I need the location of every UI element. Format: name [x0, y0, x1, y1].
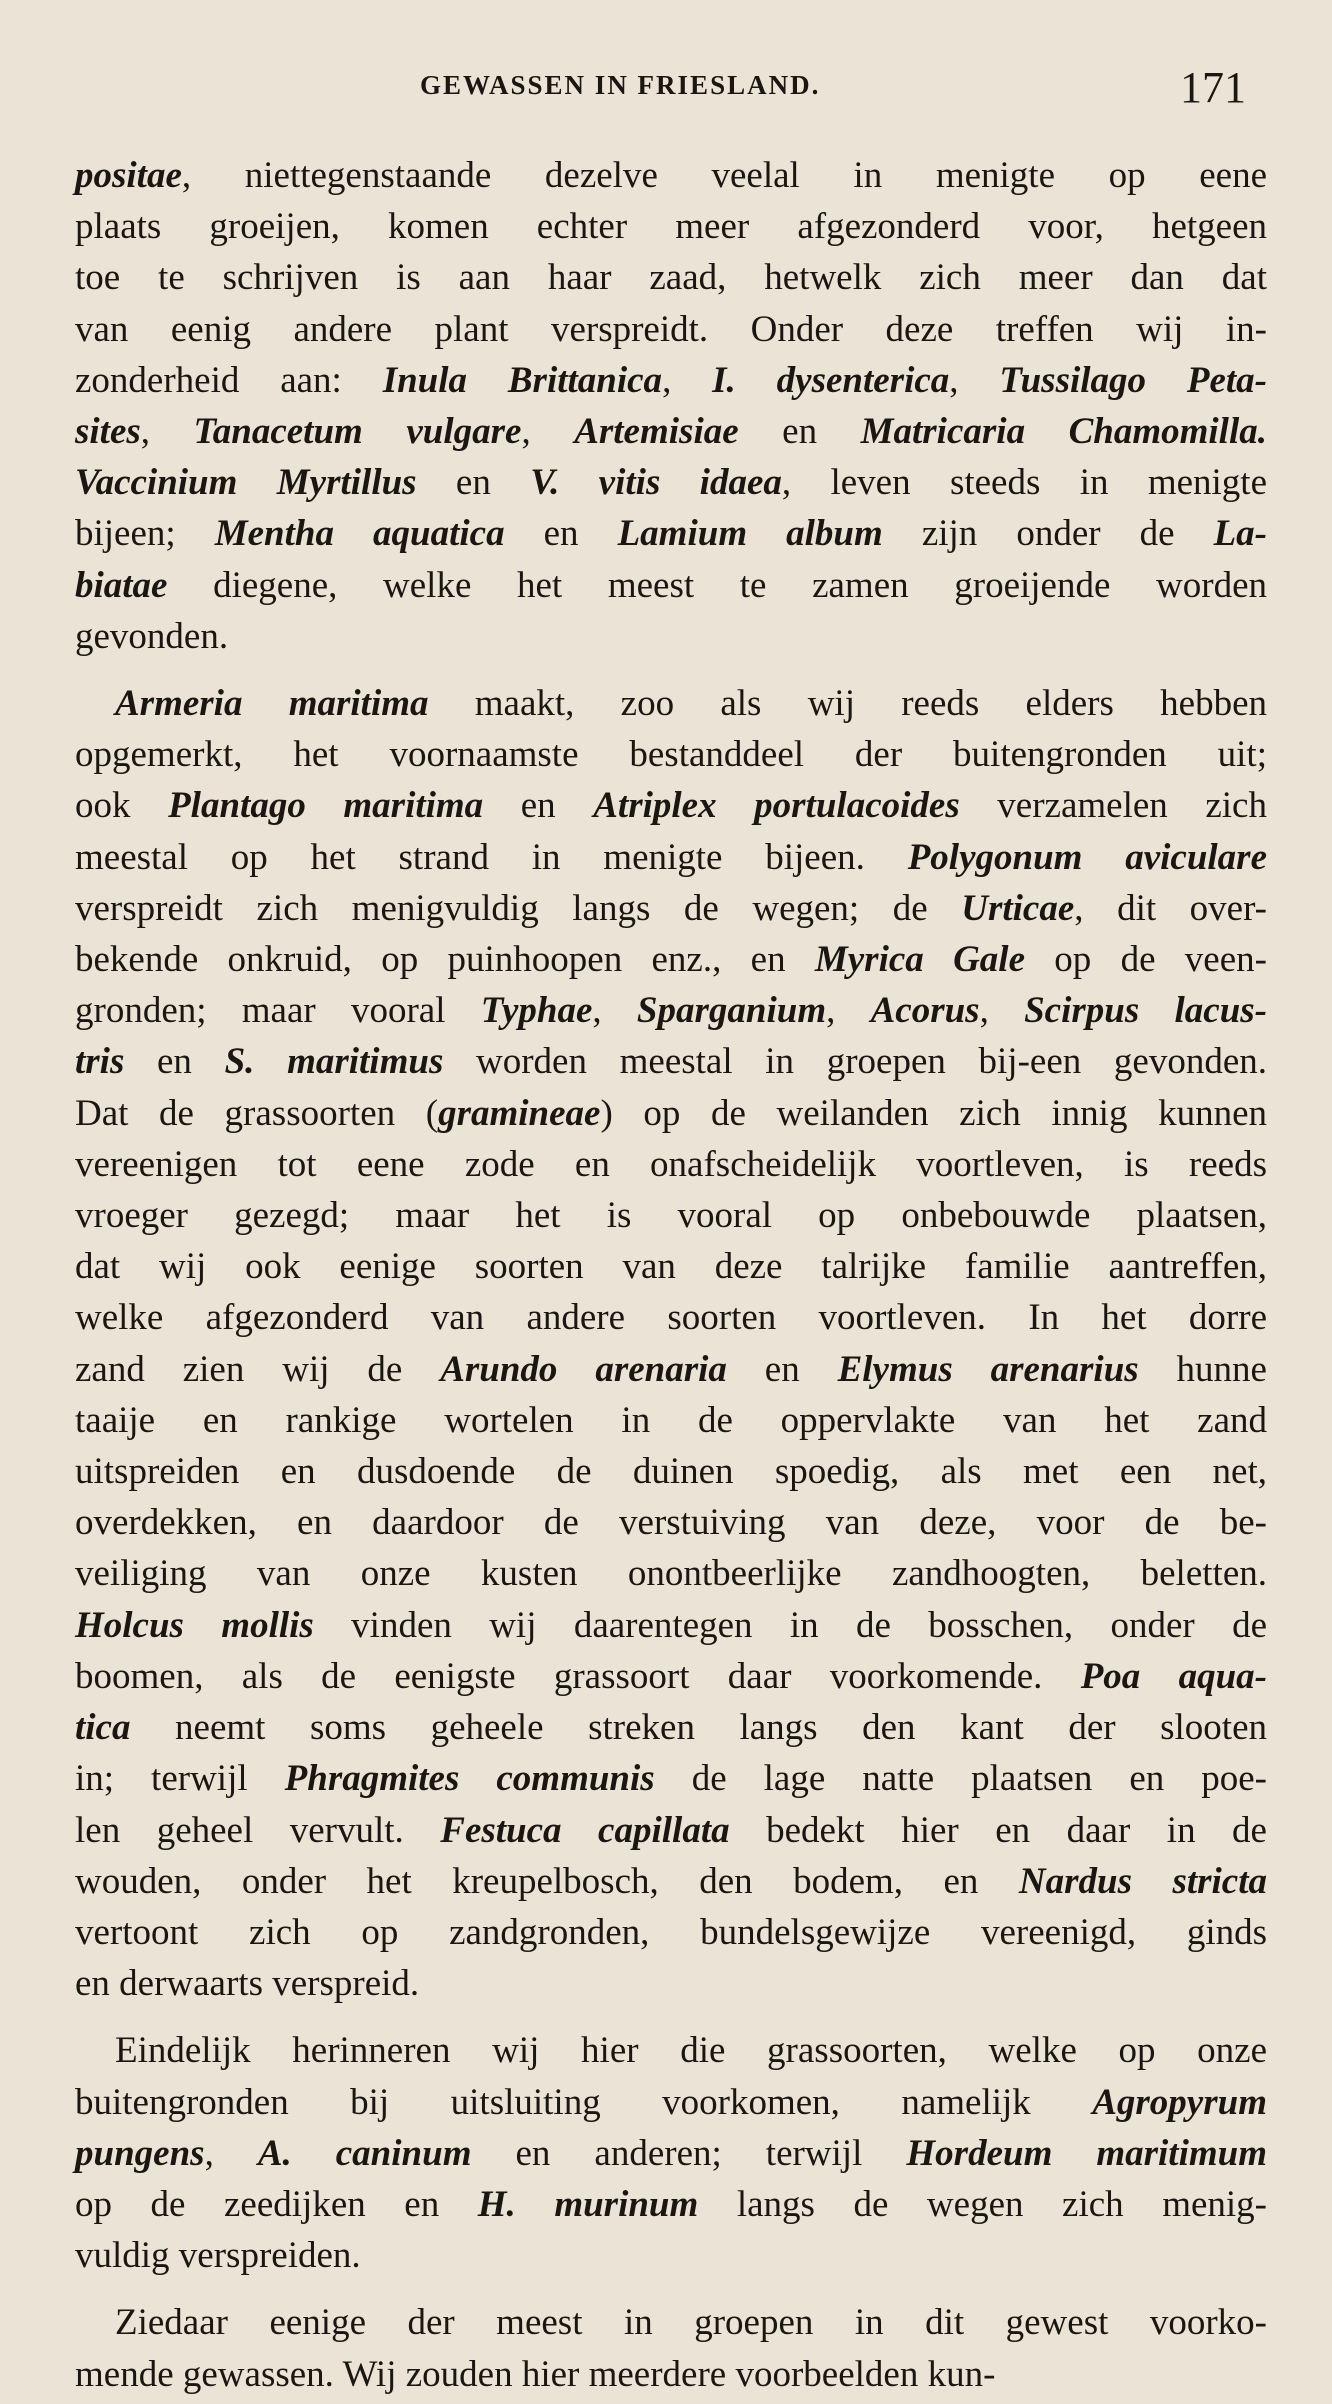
italic-term: tris: [75, 1041, 125, 1083]
text-line: [75, 1497, 1267, 1548]
text-run: vertoont zich op zandgronden, bundelsgewijze vereenigd, ginds: [75, 1911, 1267, 1953]
text-run: ) op de weilanden zich innig kunnen: [600, 1092, 1267, 1134]
running-head: [0, 62, 1332, 122]
paragraph: [75, 678, 1267, 2009]
italic-term: Inula Brittanica: [382, 359, 663, 401]
italic-term: Holcus mollis: [75, 1604, 314, 1646]
text-run: langs de wegen zich menig-: [698, 2183, 1267, 2225]
text-run: ,: [204, 2132, 258, 2174]
text-line: [75, 406, 1267, 457]
italic-term: Artemisiae: [574, 411, 739, 453]
text-line: [75, 150, 1267, 201]
text-line: [75, 2297, 1267, 2348]
text-run: op de veen-: [1025, 939, 1267, 981]
text-run: vuldig verspreiden.: [75, 2235, 361, 2277]
text-run: de lage natte plaatsen en poe-: [654, 1758, 1268, 1800]
text-run: vroeger gezegd; maar het is vooral op onbebouwde plaatsen,: [75, 1195, 1267, 1237]
paragraph: [75, 2025, 1267, 2281]
text-run: wouden, onder het kreupelbosch, den bodem, en: [75, 1860, 1019, 1902]
text-run: bedekt hier en daar in de: [729, 1809, 1267, 1851]
text-run: toe te schrijven is aan haar zaad, hetwelk zich meer dan dat: [75, 257, 1267, 299]
text-run: zand zien wij de: [75, 1348, 441, 1390]
text-line: [75, 611, 1267, 662]
text-run: verzamelen zich: [959, 785, 1267, 827]
text-line: [75, 1548, 1267, 1599]
page-number: 171: [1180, 63, 1246, 112]
text-line: [75, 1241, 1267, 1292]
text-line: [75, 1702, 1267, 1753]
text-run: mende gewassen. Wij zouden hier meerdere voorbeelden kun-: [75, 2353, 996, 2395]
text-run: bijeen;: [75, 513, 215, 555]
text-line: [75, 1446, 1267, 1497]
italic-term: Matricaria Chamomilla.: [860, 411, 1267, 453]
text-run: gronden; maar vooral: [75, 990, 481, 1032]
text-run: , niettegenstaande dezelve veelal in menigte op eene: [181, 155, 1267, 196]
text-run: op de zeedijken en: [75, 2183, 478, 2225]
text-run: in; terwijl: [75, 1758, 285, 1800]
text-line: [75, 1344, 1267, 1395]
text-run: veiliging van onze kusten onontbeerlijke zandhoogten, beletten.: [75, 1553, 1267, 1595]
italic-term: Festuca capillata: [440, 1809, 730, 1851]
italic-term: Plantago maritima: [168, 785, 484, 827]
text-run: ,: [662, 359, 713, 401]
text-run: , dit over-: [1074, 887, 1267, 929]
text-run: welke afgezonderd van andere soorten voortleven. In het dorre: [75, 1297, 1267, 1339]
text-line: [75, 729, 1267, 780]
italic-term: Arundo arenaria: [440, 1348, 727, 1390]
italic-term: La-: [1213, 513, 1267, 555]
paragraph: [75, 150, 1267, 662]
text-run: zijn onder de: [882, 513, 1214, 555]
text-line: [75, 1139, 1267, 1190]
text-run: boomen, als de eenigste grassoort daar voorkomende.: [75, 1655, 1081, 1697]
text-line: [75, 2128, 1267, 2179]
text-run: vinden wij daarentegen in de bosschen, onder de: [313, 1604, 1267, 1646]
text-run: en: [504, 513, 618, 555]
text-run: ,: [949, 359, 1000, 401]
text-line: [75, 883, 1267, 934]
text-run: gevonden.: [75, 615, 229, 657]
text-run: maakt, zoo als wij reeds elders hebben: [428, 683, 1267, 725]
italic-term: sites: [75, 411, 141, 453]
italic-term: Phragmites communis: [284, 1758, 655, 1800]
text-run: len geheel vervult.: [75, 1809, 441, 1851]
text-run: en: [738, 411, 861, 453]
italic-term: tica: [75, 1707, 131, 1749]
text-line: [75, 934, 1267, 985]
italic-term: gramineae: [438, 1092, 601, 1134]
text-line: [75, 1958, 1267, 2009]
text-run: van eenig andere plant verspreidt. Onder deze treffen wij in-: [75, 308, 1267, 350]
italic-term: Urticae: [961, 887, 1075, 929]
italic-term: Atriplex portulacoides: [593, 785, 960, 827]
italic-term: Elymus arenarius: [837, 1348, 1139, 1390]
text-line: [75, 1753, 1267, 1804]
body-text: [75, 150, 1267, 2400]
italic-term: H. murinum: [477, 2183, 699, 2225]
text-run: ,: [826, 990, 871, 1032]
italic-term: Vaccinium Myrtillus: [75, 462, 417, 504]
running-title: GEWASSEN IN FRIESLAND.: [420, 70, 821, 100]
text-run: overdekken, en daardoor de verstuiving van deze, voor de be-: [75, 1502, 1267, 1544]
text-line: [75, 1036, 1267, 1087]
italic-term: Lamium album: [617, 513, 883, 555]
text-run: worden meestal in groepen bij-een gevonden.: [443, 1041, 1267, 1083]
text-run: plaats groeijen, komen echter meer afgezonderd voor, hetgeen: [75, 206, 1267, 248]
text-line: [75, 201, 1267, 252]
text-run: ,: [140, 411, 194, 453]
paragraph: [75, 2297, 1267, 2399]
text-line: [75, 1651, 1267, 1702]
text-run: ,: [979, 990, 1025, 1032]
text-run: taaije en rankige wortelen in de oppervlakte van het zand: [75, 1399, 1267, 1441]
italic-term: V. vitis idaea: [530, 462, 782, 504]
italic-term: Tanacetum vulgare: [193, 411, 522, 453]
italic-term: S. maritimus: [224, 1041, 444, 1083]
text-run: opgemerkt, het voornaamste bestanddeel der buitengronden uit;: [75, 734, 1267, 776]
text-line: [75, 1805, 1267, 1856]
text-line: [75, 1600, 1267, 1651]
text-line: [75, 508, 1267, 559]
text-run: ,: [592, 990, 637, 1032]
text-line: [75, 2025, 1267, 2076]
italic-term: Acorus: [870, 990, 980, 1032]
italic-term: Armeria maritima: [115, 683, 429, 725]
text-run: dat wij ook eenige soorten van deze talrijke familie aantreffen,: [75, 1246, 1267, 1288]
text-run: en: [483, 785, 594, 827]
text-run: verspreidt zich menigvuldig langs de wegen; de: [75, 887, 962, 929]
text-run: en anderen; terwijl: [471, 2132, 907, 2174]
text-line: [75, 1907, 1267, 1958]
italic-term: I. dysenterica: [712, 359, 950, 401]
text-line: [75, 985, 1267, 1036]
italic-term: Mentha aquatica: [214, 513, 505, 555]
italic-term: Agropyrum: [1092, 2081, 1267, 2123]
text-line: [75, 832, 1267, 883]
text-run: Eindelijk herinneren wij hier die grassoorten, welke op onze: [115, 2030, 1267, 2072]
text-line: [75, 355, 1267, 406]
text-line: [75, 2179, 1267, 2230]
italic-term: Sparganium: [636, 990, 827, 1032]
text-run: diegene, welke het meest te zamen groeijende worden: [167, 564, 1267, 606]
text-run: Dat de grassoorten (: [75, 1092, 439, 1134]
text-run: buitengronden bij uitsluiting voorkomen, namelijk: [75, 2081, 1093, 2123]
text-run: bekende onkruid, op puinhoopen enz., en: [75, 939, 815, 981]
text-line: [75, 252, 1267, 303]
text-run: Ziedaar eenige der meest in groepen in dit gewest voorko-: [115, 2302, 1267, 2344]
italic-term: Hordeum maritimum: [906, 2132, 1268, 2174]
text-line: [75, 1395, 1267, 1446]
text-line: [75, 2077, 1267, 2128]
italic-term: biatae: [75, 564, 168, 606]
text-run: ook: [75, 785, 169, 827]
text-run: en: [416, 462, 531, 504]
text-line: [75, 1088, 1267, 1139]
text-run: uitspreiden en dusdoende de duinen spoedig, als met een net,: [75, 1451, 1267, 1493]
text-line: [75, 2349, 1267, 2400]
text-line: [75, 678, 1267, 729]
text-run: vereenigen tot eene zode en onafscheidelijk voortleven, is reeds: [75, 1143, 1267, 1185]
italic-term: Scirpus lacus-: [1024, 990, 1267, 1032]
text-run: zonderheid aan:: [75, 359, 383, 401]
text-line: [75, 2230, 1267, 2281]
text-run: en: [124, 1041, 225, 1083]
text-run: en: [726, 1348, 838, 1390]
text-line: [75, 457, 1267, 508]
text-line: [75, 1856, 1267, 1907]
text-line: [75, 780, 1267, 831]
text-line: [75, 304, 1267, 355]
italic-term: Typhae: [480, 990, 593, 1032]
italic-term: Myrica Gale: [814, 939, 1025, 981]
text-run: neemt soms geheele streken langs den kant der slooten: [130, 1707, 1267, 1749]
italic-term: Polygonum aviculare: [907, 836, 1268, 878]
italic-term: Poa aqua-: [1080, 1655, 1267, 1697]
text-run: meestal op het strand in menigte bijeen.: [75, 836, 908, 878]
italic-term: Tussilago Peta-: [999, 359, 1268, 401]
text-line: [75, 560, 1267, 611]
text-run: hunne: [1138, 1348, 1267, 1390]
italic-term: positae: [75, 155, 182, 196]
text-run: ,: [521, 411, 575, 453]
text-line: [75, 1190, 1267, 1241]
italic-term: Nardus stricta: [1018, 1860, 1268, 1902]
italic-term: pungens: [75, 2132, 205, 2174]
text-run: , leven steeds in menigte: [781, 462, 1267, 504]
italic-term: A. caninum: [257, 2132, 472, 2174]
text-line: [75, 1292, 1267, 1343]
text-run: en derwaarts verspreid.: [75, 1963, 420, 2005]
